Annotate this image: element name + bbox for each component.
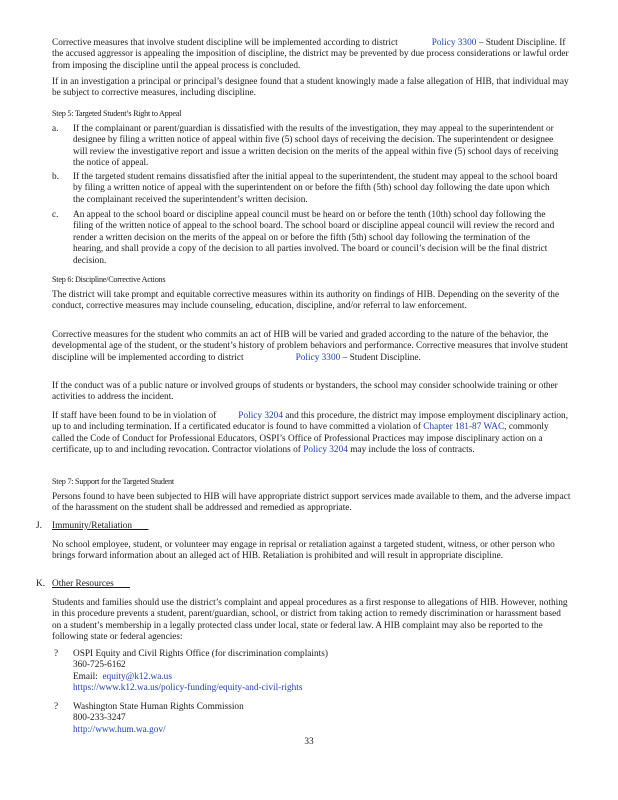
page-number: 33: [304, 737, 314, 747]
list-item-label: a.: [52, 124, 59, 134]
agency-email-line: [73, 672, 553, 683]
step-5-heading: Step 5: Targeted Student’s Right to Appeal: [52, 109, 182, 118]
text: – Student Discipline. If the accused aggressor is appealing the imposition of discipline, the district may be prevented by due process considerations or lawful order from imposing the discipline until the appeal process is concluded.: [52, 38, 569, 71]
agency-phone: 800-233-3247: [73, 713, 126, 724]
agency-phone: 360-725-6162: [73, 660, 126, 671]
policy-3300-link[interactable]: Policy 3300: [431, 38, 477, 48]
policy-3204-link[interactable]: Policy 3204: [238, 411, 283, 421]
text: – Student Discipline.: [340, 352, 421, 363]
step-6-heading: Step 6: Discipline/Corrective Actions: [52, 275, 166, 284]
policy-3204-link-2[interactable]: Policy 3204: [303, 445, 348, 456]
list-item-b: If the targeted student remains dissatisfied after the initial appeal to the superintendent, the student may appeal to the school board by filing a written notice of appeal with the superintendent on or before the fifth (5th) school day following the date upon which the complainant received the superintendent’s written decision.: [73, 172, 558, 205]
list-item-label: c.: [52, 210, 59, 220]
paragraph-retaliation: No school employee, student, or volunteer may engage in reprisal or retaliation against a targeted student, witness, or other person who brings forward information about an alleged act of HIB. Retaliation is prohibited and will result in appropriate discipline.: [52, 540, 555, 562]
section-k-title: Other Resources: [52, 579, 114, 589]
email-label: Email:: [73, 671, 98, 682]
text: , commonly called the Code of Conduct for Professional Educators, OSPI’s Office of Professional Practices may impose disciplinary action on a certificate, up to and including revocation. Contractor violations of: [52, 422, 549, 456]
paragraph-discipline-implementation: [52, 38, 572, 72]
agency-ospi: [73, 649, 553, 695]
agency-name: OSPI Equity and Civil Rights Office (for discrimination complaints): [73, 649, 328, 659]
list-item-label: b.: [52, 172, 59, 182]
text: Corrective measures for the student who commits an act of HIB will be varied and graded according to the nature of the behavior, the developmental age of the student, or the student’s history of problem behaviors and performance. Corrective measures that involve student discipline will be implemented according to district: [52, 330, 568, 363]
section-k-label: K.: [36, 579, 46, 589]
bullet: ?: [54, 649, 59, 659]
list-item-a: If the complainant or parent/guardian is dissatisfied with the results of the investigation, they may appeal to the superintendent or designee by filing a written notice of appeal within five (5) school days of receiving the decision. The superintendent or designee will review the investigative report and issue a written decision on the merits of the appeal within five (5) school days of receiving the notice of appeal.: [73, 124, 559, 169]
email-link[interactable]: equity@k12.wa.us: [102, 671, 172, 682]
section-j-title: Immunity/Retaliation: [52, 521, 133, 531]
chapter-181-87-wac-link[interactable]: Chapter 181-87 WAC: [423, 422, 505, 433]
paragraph-graded-measures: [52, 330, 572, 364]
bullet: ?: [54, 702, 59, 712]
agency-url-link[interactable]: http://www.hum.wa.gov/: [73, 724, 166, 735]
text: Corrective measures that involve student discipline will be implemented according to district: [52, 38, 398, 48]
paragraph-false-allegation: If in an investigation a principal or principal’s designee found that a student knowingly made a false allegation of HIB, that individual may be subject to corrective measures, including discipline.: [52, 77, 569, 99]
text: and this procedure, the district may impose employment disciplinary action, up to and including termination. If a certificated educator is found to have committed a violation of: [52, 411, 569, 433]
paragraph-corrective-measures: The district will take prompt and equitable corrective measures within its authority on findings of HIB. Depending on the severity of the conduct, corrective measures may include counseling, education, discipline, and/or referral to law enforcement.: [52, 290, 560, 312]
agency-url-link[interactable]: https://www.k12.wa.us/policy-funding/equity-and-civil-rights: [73, 683, 303, 694]
agency-name: Washington State Human Rights Commission: [73, 702, 244, 712]
list-item-c: An appeal to the school board or discipline appeal council must be heard on or before the tenth (10th) school day following the filing of the written notice of appeal to the school board. The school board or discipline appeal council will review the record and render a written decision on the merits of the appeal on or before the fifth (5th) school day following the termination of the hearing, and shall provide a copy of the decision to all parties involved. The board or council’s decision will be the final district decision.: [73, 210, 555, 266]
paragraph-staff-violation: [52, 411, 572, 457]
paragraph-public-conduct: If the conduct was of a public nature or involved groups of students or bystanders, the school may consider schoolwide training or other activities to address the incident.: [52, 381, 558, 403]
policy-3300-link-2[interactable]: Policy 3300: [295, 352, 341, 363]
section-j-label: J.: [36, 521, 42, 531]
text: may include the loss of contracts.: [347, 445, 475, 456]
text: If staff have been found to be in violation of: [52, 411, 217, 421]
agency-human-rights: [73, 702, 553, 736]
paragraph-other-resources: Students and families should use the district’s complaint and appeal procedures as a first response to allegations of HIB. However, nothing in this procedure prevents a student, parent/guardian, school, or district from taking action to remedy discrimination or harassment based on a student’s membership in a legally protected class under local, state or federal law. A HIB complaint may also be reported to the following state or federal agencies:: [52, 598, 568, 643]
step-7-heading: Step 7: Support for the Targeted Student: [52, 477, 174, 486]
paragraph-support-services: Persons found to have been subjected to HIB will have appropriate district support services made available to them, and the adverse impact of the harassment on the student shall be addressed and remedied as appropriate.: [52, 492, 571, 514]
